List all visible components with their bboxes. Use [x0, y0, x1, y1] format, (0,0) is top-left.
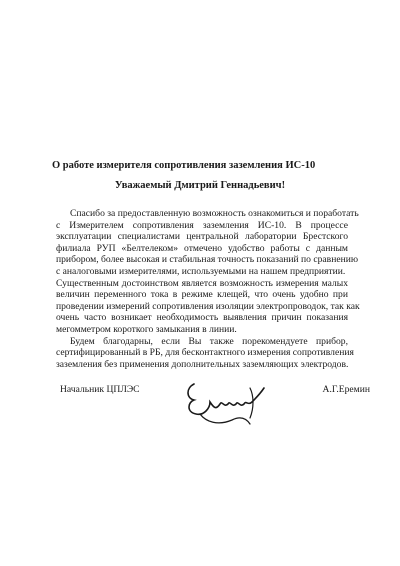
text-line: с аналоговыми измерителями, используемыми на нашем предприятии.: [56, 265, 346, 277]
text-line: филиала РУП «Белтелеком» отмечено удобство работы с данным: [56, 242, 348, 254]
paragraph-1: [56, 208, 359, 278]
salutation: Уважаемый Дмитрий Геннадьевич!: [114, 180, 286, 191]
handwritten-signature: [180, 374, 270, 430]
text-line: Будем благодарны, если Вы также порекомендуете прибор,: [70, 335, 348, 347]
text-line: мегомметром короткого замыкания в линии.: [56, 323, 237, 335]
text-line: Спасибо за предоставленную возможность ознакомиться и поработать: [70, 208, 359, 219]
letter-title: О работе измерителя сопротивления заземления ИС-10: [52, 160, 316, 171]
text-line: заземления без применения дополнительных заземляющих электродов.: [56, 358, 349, 370]
signature-block: [60, 382, 370, 442]
text-line: очень часто возникает необходимость выявления причин показания: [56, 312, 348, 324]
signer-position: Начальник ЦПЛЭС: [60, 384, 140, 395]
paragraph-3: [56, 335, 354, 371]
text-line: сертифицированный в РБ, для бесконтактного измерения сопротивления: [56, 347, 354, 359]
text-line: Существенным достоинством является возможность измерения малых: [56, 277, 348, 289]
signer-name: А.Г.Еремин: [322, 384, 370, 395]
text-line: проведении измерений сопротивления изоляции электропроводок, так как: [56, 300, 360, 312]
text-line: эксплуатации специалистами центральной лаборатории Брестского: [56, 231, 348, 243]
text-line: величин переменного тока в режиме клещей, что очень удобно при: [56, 289, 348, 301]
paragraph-2: [56, 277, 360, 336]
letter-body: [56, 208, 360, 370]
text-line: с Измерителем сопротивления заземления ИС-10. В процессе: [56, 219, 348, 231]
text-line: прибором, более высокая и стабильная точность показаний по сравнению: [56, 254, 359, 266]
